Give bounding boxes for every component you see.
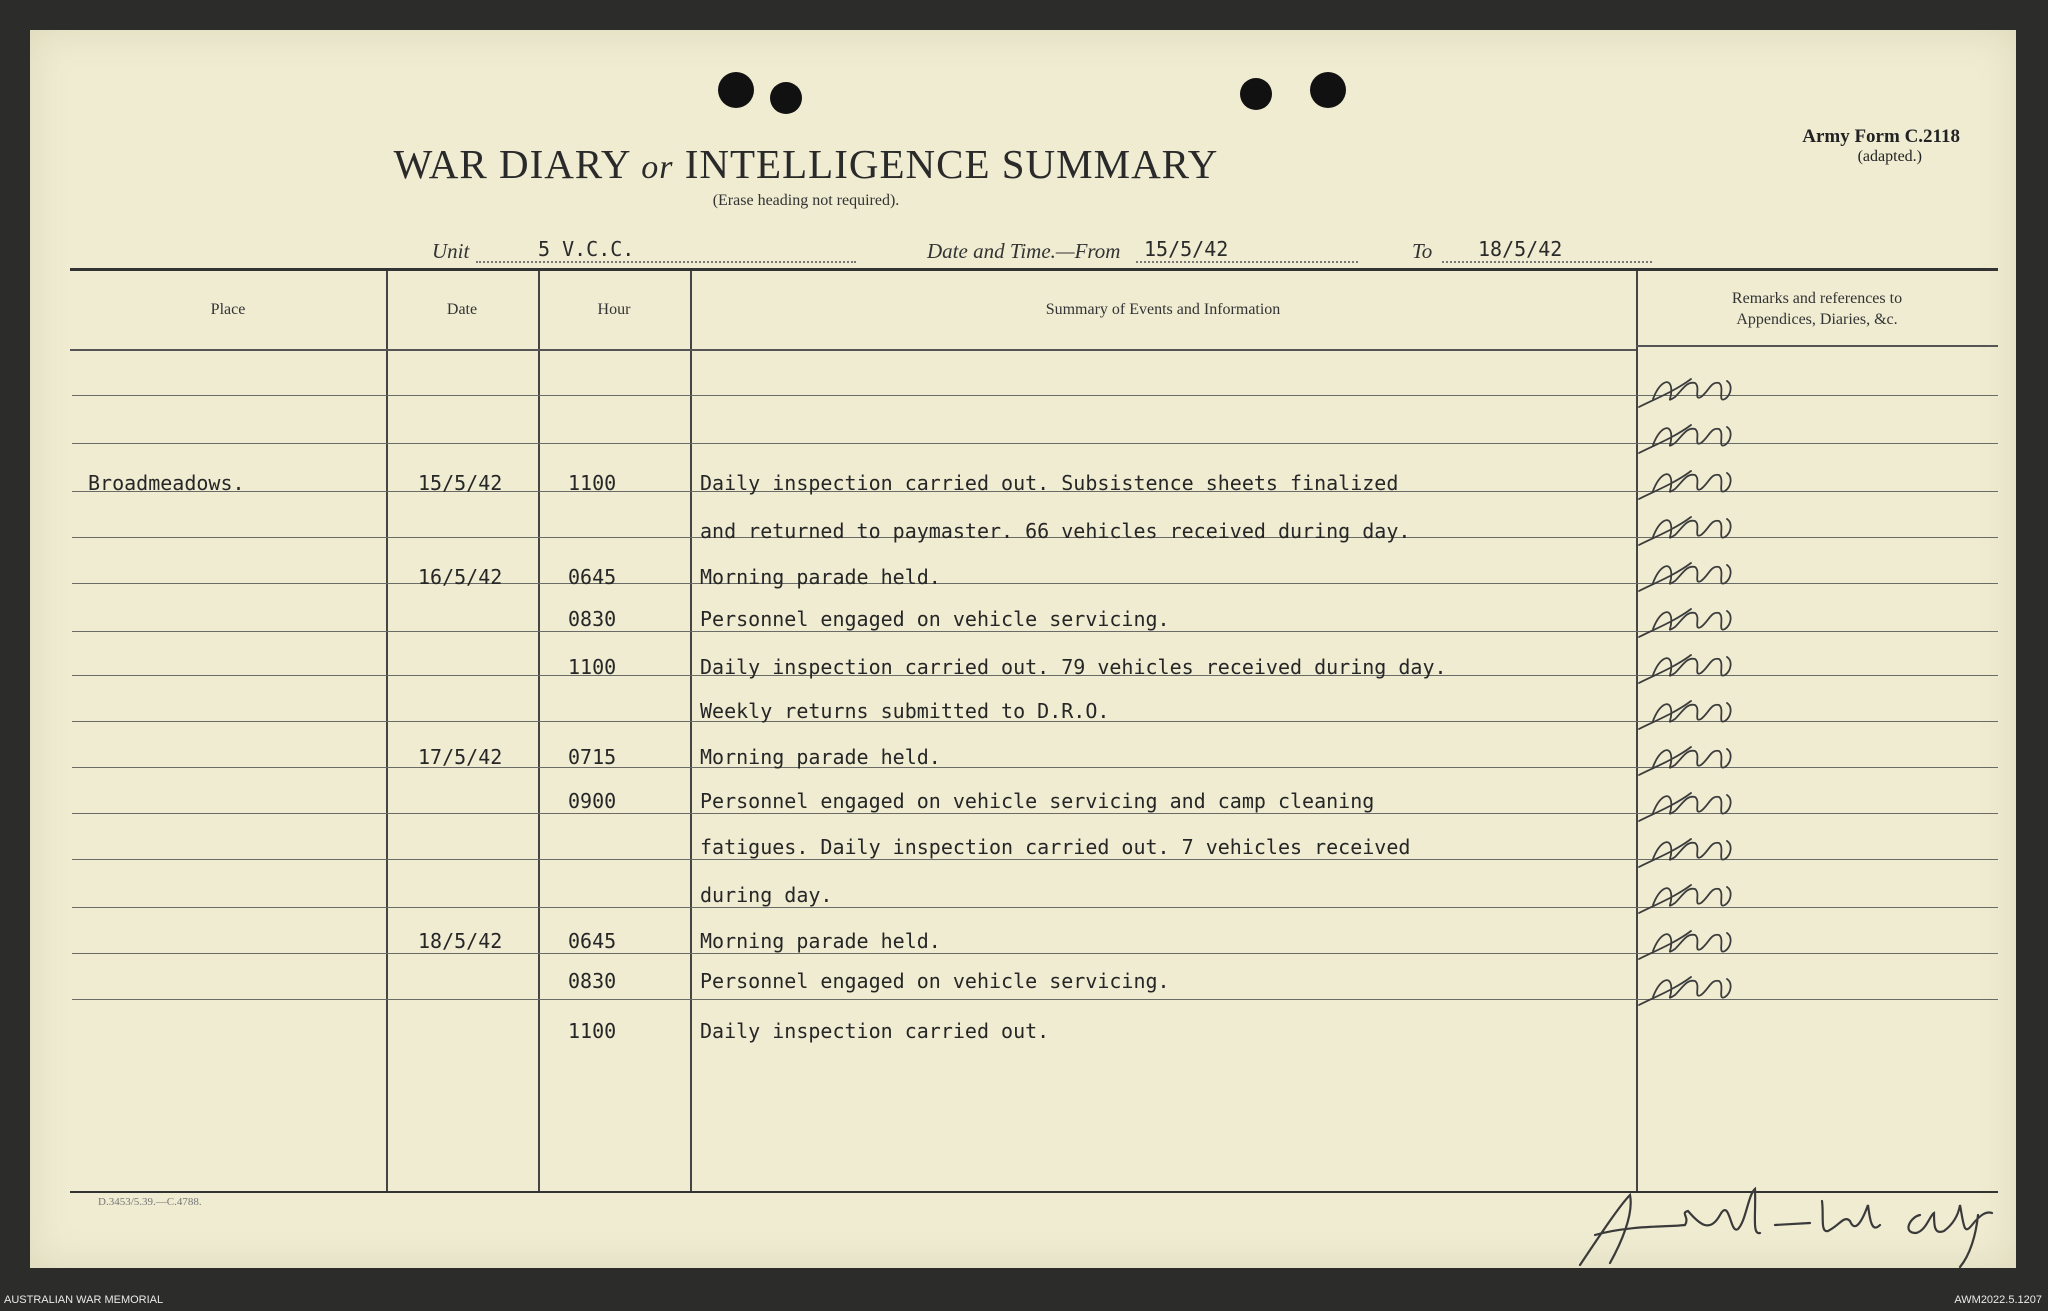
initials-mark-icon (1635, 967, 1745, 1011)
column-header-summary: Summary of Events and Information (1045, 300, 1281, 318)
summary-cell: Daily inspection carried out. (700, 1019, 1050, 1043)
unit-value: 5 V.C.C. (538, 237, 635, 261)
summary-cell: and returned to paymaster. 66 vehicles received during day. (700, 519, 1411, 543)
date-to-value: 18/5/42 (1478, 237, 1563, 261)
unit-date-line (400, 235, 1946, 269)
summary-cell: Morning parade held. (700, 745, 941, 769)
diary-table (70, 268, 1998, 1193)
initials-mark-icon (1635, 599, 1745, 643)
date-cell: 17/5/42 (418, 745, 503, 769)
date-cell: 15/5/42 (418, 471, 503, 495)
signature (1560, 1175, 2000, 1275)
army-form-label (1740, 126, 1960, 166)
date-cell: 16/5/42 (418, 565, 503, 589)
initials-mark-icon (1635, 369, 1745, 413)
archive-credit: AUSTRALIAN WAR MEMORIAL (4, 1294, 164, 1306)
summary-cell: Morning parade held. (700, 929, 941, 953)
initials-mark-icon (1635, 507, 1745, 551)
place-cell: Broadmeadows. (88, 471, 245, 495)
initials-mark-icon (1635, 829, 1745, 873)
archive-reference: AWM2022.5.1207 (1954, 1294, 2042, 1306)
signature-scribble-icon (1560, 1175, 2000, 1275)
document-title (30, 140, 1582, 188)
hour-cell: 0645 (568, 929, 617, 953)
print-code: D.3453/5.39.—C.4788. (98, 1196, 202, 1208)
summary-cell: Morning parade held. (700, 565, 941, 589)
column-header-place: Place (210, 300, 246, 318)
initials-mark-icon (1635, 737, 1745, 781)
remarks-header-line-2: Appendices, Diaries, &c. (1736, 311, 1898, 328)
date-label: Date and Time.—From (927, 239, 1121, 263)
punch-hole (770, 82, 802, 114)
document-sheet (30, 30, 2016, 1268)
date-cell: 18/5/42 (418, 929, 503, 953)
hour-cell: 1100 (568, 655, 617, 679)
document-subtitle: (Erase heading not required). (712, 192, 900, 209)
punch-hole (718, 72, 754, 108)
summary-cell: Daily inspection carried out. 79 vehicles received during day. (700, 655, 1447, 679)
punch-hole (1240, 78, 1272, 110)
hour-cell: 1100 (568, 1019, 617, 1043)
summary-cell: during day. (700, 883, 833, 907)
initials-mark-icon (1635, 875, 1745, 919)
summary-cell: Personnel engaged on vehicle servicing. (700, 607, 1170, 631)
hour-cell: 0830 (568, 607, 617, 631)
title-part-war-diary: WAR DIARY (393, 141, 631, 187)
summary-cell: Personnel engaged on vehicle servicing. (700, 969, 1170, 993)
title-or: or (641, 149, 674, 186)
army-form-number: Army Form C.2118 (1802, 126, 1960, 147)
summary-cell: Personnel engaged on vehicle servicing and camp cleaning (700, 789, 1375, 813)
hour-cell: 1100 (568, 471, 617, 495)
title-part-intelligence-summary: INTELLIGENCE SUMMARY (684, 141, 1219, 187)
hour-cell: 0900 (568, 789, 617, 813)
date-from-value: 15/5/42 (1144, 237, 1229, 261)
initials-mark-icon (1635, 921, 1745, 965)
remarks-header-line-1: Remarks and references to (1731, 290, 1903, 308)
initials-mark-icon (1635, 691, 1745, 735)
summary-cell: fatigues. Daily inspection carried out. 7 vehicles received (700, 835, 1411, 859)
initials-mark-icon (1635, 415, 1745, 459)
hour-cell: 0715 (568, 745, 617, 769)
initials-mark-icon (1635, 645, 1745, 689)
archive-footer-bar (0, 1290, 2048, 1311)
summary-cell: Weekly returns submitted to D.R.O. (700, 699, 1110, 723)
army-form-note: (adapted.) (1857, 148, 1922, 165)
unit-label: Unit (432, 239, 470, 263)
column-header-remarks (1636, 271, 1998, 349)
initials-mark-icon (1635, 553, 1745, 597)
hour-cell: 0830 (568, 969, 617, 993)
initials-mark-icon (1635, 461, 1745, 505)
summary-cell: Daily inspection carried out. Subsistence sheets finalized (700, 471, 1399, 495)
hour-cell: 0645 (568, 565, 617, 589)
initials-mark-icon (1635, 783, 1745, 827)
column-header-hour: Hour (597, 300, 631, 318)
column-header-date: Date (446, 300, 478, 318)
to-label: To (1412, 239, 1433, 263)
punch-hole (1310, 72, 1346, 108)
